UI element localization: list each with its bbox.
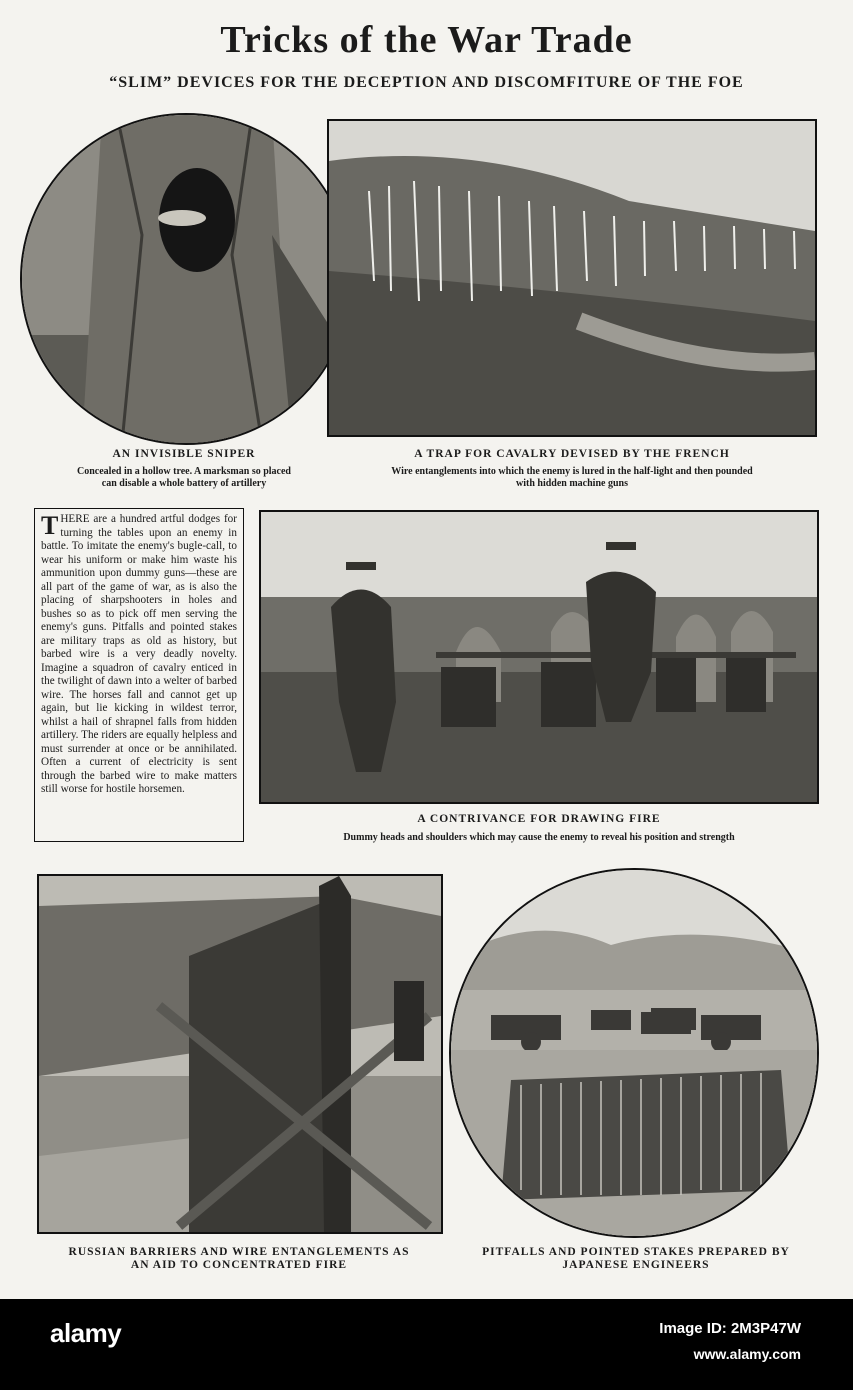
- image-id: Image ID: 2M3P47W: [659, 1320, 801, 1337]
- caption-sniper-line1: Concealed in a hollow tree. A marksman so placed: [77, 466, 291, 477]
- caption-russian-line2: AN AID TO CONCENTRATED FIRE: [130, 1259, 348, 1271]
- article-dropcap: T: [41, 511, 59, 540]
- photo-contrivance-drawing-fire: [259, 510, 819, 804]
- article-text: [34, 508, 244, 842]
- watermark-footer: [0, 1299, 853, 1390]
- caption-contrivance: Dummy heads and shoulders which may cause the enemy to reveal his position and strength: [343, 832, 735, 843]
- photo-cavalry-trap: [327, 119, 817, 437]
- article-body: HERE are a hundred artful dodges for turning the tables upon an enemy in battle. To imitate the enemy's bugle-call, to wear his uniform or make him waste his ammunition upon dummy guns—these are all part of the game of war, as is also the placing of sharpshooters in holes and bushes so as to pick off men serving the enemy's guns. Pitfalls and pointed stakes are military traps as old as history, but barbed wire is a very deadly novelty. Imagine a squadron of cavalry enticed in the twilight of dawn into a welter of barbed wire. The horses fall and cannot get up again, but lie kicking in wildest terror, whilst a hail of shrapnel falls from hidden artillery. The riders are equally helpless and must surrender at once or be annihilated. Often a current of electricity is sent through the barbed wire to make matters still worse for hostile horsemen.: [41, 513, 237, 795]
- page-subtitle: “SLIM” DEVICES FOR THE DECEPTION AND DISCOMFITURE OF THE FOE: [109, 74, 744, 91]
- photo-russian-barriers: [37, 874, 443, 1234]
- caption-japanese-line2: JAPANESE ENGINEERS: [562, 1259, 710, 1271]
- photo-invisible-sniper: [20, 113, 352, 445]
- caption-cavalry-line2: with hidden machine guns: [516, 478, 628, 489]
- caption-heading-cavalry: A TRAP FOR CAVALRY DEVISED BY THE FRENCH: [414, 448, 730, 460]
- caption-heading-contrivance: A CONTRIVANCE FOR DRAWING FIRE: [417, 813, 661, 825]
- photo-japanese-stakes: [449, 868, 819, 1238]
- caption-heading-sniper: AN INVISIBLE SNIPER: [112, 448, 256, 460]
- caption-japanese-line1: PITFALLS AND POINTED STAKES PREPARED BY: [482, 1246, 790, 1258]
- caption-russian-line1: RUSSIAN BARRIERS AND WIRE ENTANGLEMENTS AS: [68, 1246, 410, 1258]
- caption-cavalry-line1: Wire entanglements into which the enemy is lured in the half-light and then pounded: [391, 466, 753, 477]
- caption-sniper-line2: can disable a whole battery of artillery: [101, 478, 267, 489]
- alamy-logo: alamy: [50, 1318, 122, 1348]
- page-title: Tricks of the War Trade: [220, 19, 633, 61]
- site-url: www.alamy.com: [693, 1346, 801, 1362]
